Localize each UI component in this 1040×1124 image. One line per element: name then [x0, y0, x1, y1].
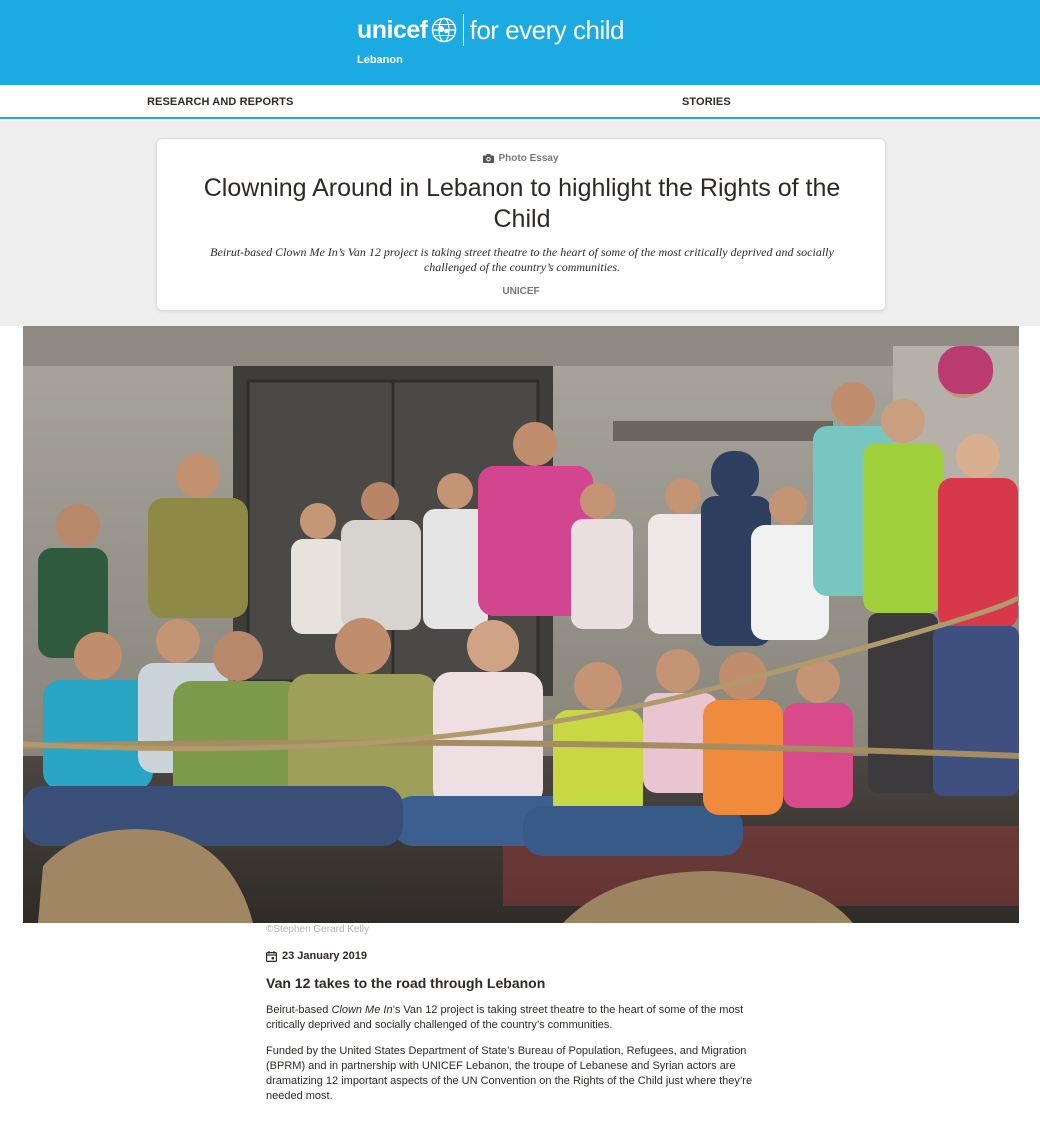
main-nav	[0, 85, 1040, 119]
site-header	[0, 0, 1040, 85]
article-lead: Beirut-based Clown Me In’s Van 12 project is taking street theatre to the heart of some of the most critically deprived and socially challenged of the country’s communities.	[210, 245, 834, 274]
country-link[interactable]: Lebanon	[357, 54, 403, 66]
content-type-label	[157, 153, 885, 164]
section-heading: Van 12 takes to the road through Lebanon	[266, 975, 546, 991]
article-title-card	[156, 138, 886, 311]
unicef-globe-icon	[431, 17, 457, 43]
date-text: 23 January 2019	[282, 950, 368, 962]
page-title: Clowning Around in Lebanon to highlight the Rights of the Child	[203, 174, 841, 233]
hero-photo-illustration	[23, 326, 1019, 923]
hero-photo	[23, 326, 1019, 923]
camera-icon	[483, 154, 494, 163]
article-organization: UNICEF	[502, 286, 540, 297]
content-type-text: Photo Essay	[498, 153, 559, 164]
paragraph-1-suffix: ’s Van 12 project is taking street theatre to the heart of some of the most critically deprived and socially challenged of the country’s communities.	[266, 1004, 744, 1031]
article-date	[266, 950, 367, 962]
nav-item-stories[interactable]: STORIES	[682, 96, 731, 108]
body-paragraph-1	[266, 1003, 771, 1033]
image-credit: ©Stephen Gerard Kelly	[266, 924, 369, 935]
logo-divider	[463, 14, 464, 46]
nav-item-research-and-reports[interactable]: RESEARCH AND REPORTS	[147, 96, 294, 108]
body-paragraph-2: Funded by the United States Department of State’s Bureau of Population, Refugees, and Migration (BPRM) and in partnership with UNICEF Lebanon, the troupe of Lebanese and Syrian actors are dramatizing 12 important aspects of the UN Convention on the Rights of the Child just where they’re needed most.	[266, 1045, 753, 1102]
paragraph-1-emphasis: Clown Me In	[331, 1004, 393, 1016]
logo-wordmark: unicef	[357, 15, 428, 44]
calendar-icon	[266, 951, 277, 962]
unicef-logo[interactable]	[357, 14, 624, 46]
logo-tagline: for every child	[469, 14, 624, 45]
paragraph-1-prefix: Beirut-based	[266, 1004, 332, 1016]
